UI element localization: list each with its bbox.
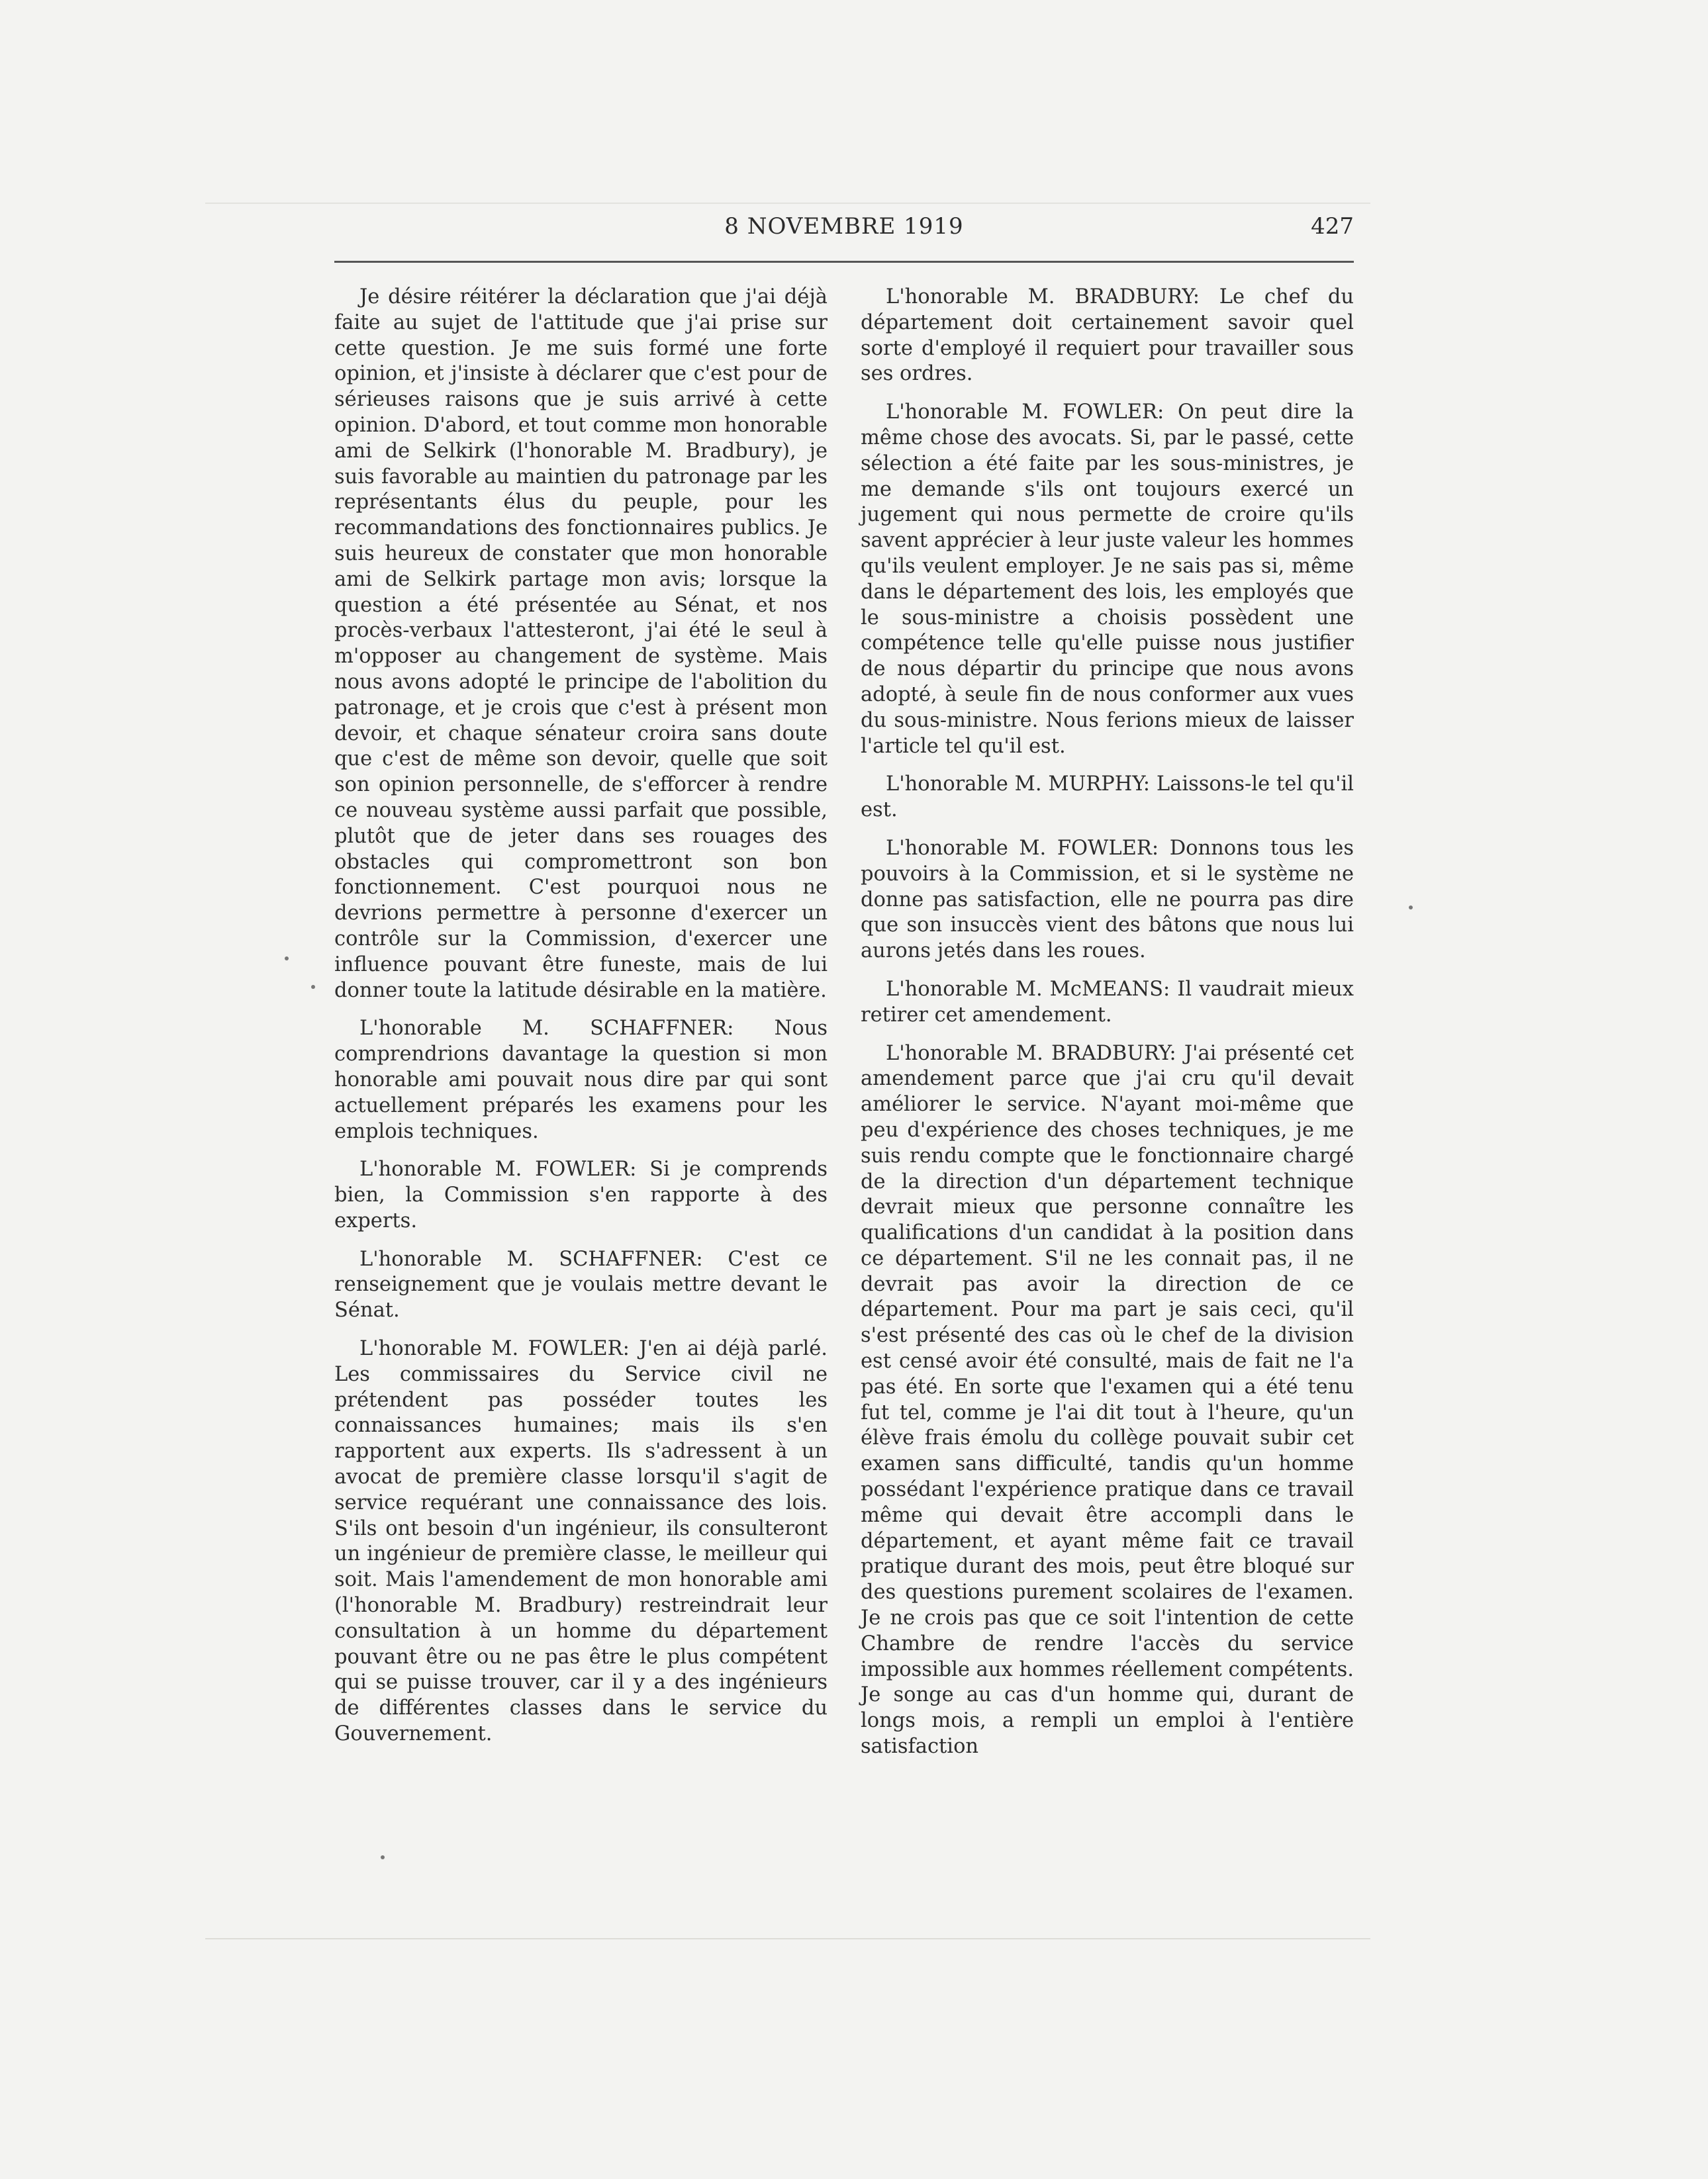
paragraph: L'honorable M. BRADBURY: Le chef du département doit certainement savoir quel sorte d'employé il requiert pour travailler sous ses ordres.	[861, 285, 1354, 386]
paragraph: L'honorable M. FOWLER: Si je comprends bien, la Commission s'en rapporte à des experts.	[334, 1158, 828, 1232]
print-speck	[1409, 905, 1413, 909]
left-column	[334, 285, 828, 1760]
paragraph: L'honorable M. BRADBURY: J'ai présenté cet amendement parce que j'ai cru qu'il devait améliorer le service. N'ayant moi-même que peu d'expérience des choses techniques, je me suis rendu compte que le fonctionnaire chargé de la direction d'un département technique devrait mieux que personne connaître les qualifications d'un candidat à la position dans ce département. S'il ne les connait pas, il ne devrait pas avoir la direction de ce département. Pour ma part je sais ceci, qu'il s'est présenté des cas où le chef de la division est censé avoir été consulté, mais de fait ne l'a pas été. En sorte que l'examen qui a été tenu fut tel, comme je l'ai dit tout à l'heure, qu'un élève frais émolu du collège pouvait subir cet examen sans difficulté, tandis qu'un homme possédant l'expérience pratique dans ce travail même qui devait être accompli dans le département, et ayant même fait ce travail pratique durant des mois, peut être bloqué sur des questions purement scolaires de l'examen. Je ne crois pas que ce soit l'intention de cette Chambre de rendre l'accès du service impossible aux hommes réellement compétents. Je songe au cas d'un homme qui, durant de longs mois, a rempli un emploi à l'entière satisfaction	[861, 1041, 1354, 1759]
page-number: 427	[1311, 213, 1354, 240]
paragraph: L'honorable M. FOWLER: J'en ai déjà parlé. Les commissaires du Service civil ne prétendent pas posséder toutes les connaissances humaines; mais ils s'en rapportent aux experts. Ils s'adressent à un avocat de première classe lorsqu'il s'agit de service requérant une connaissance des lois. S'ils ont besoin d'un ingénieur, ils consulteront un ingénieur de première classe, le meilleur qui soit. Mais l'amendement de mon honorable ami (l'honorable M. Bradbury) restreindrait leur consultation à un homme du département pouvant être ou ne pas être le plus compétent qui se puisse trouver, car il y a des ingénieurs de différentes classes dans le service du Gouvernement.	[334, 1337, 828, 1746]
print-speck	[381, 1855, 385, 1859]
header-rule	[334, 261, 1354, 263]
print-speck	[285, 956, 289, 960]
scan-edge-top	[205, 203, 1370, 204]
header-date: 8 NOVEMBRE 1919	[724, 213, 964, 240]
paragraph: L'honorable M. SCHAFFNER: C'est ce renseignement que je voulais mettre devant le Sénat.	[334, 1247, 828, 1322]
scan-edge-bottom	[205, 1938, 1370, 1939]
page-header	[334, 210, 1354, 250]
paragraph: L'honorable M. MURPHY: Laissons-le tel qu'il est.	[861, 772, 1354, 822]
right-column	[861, 285, 1354, 1773]
print-speck	[311, 985, 315, 989]
paragraph: L'honorable M. FOWLER: On peut dire la même chose des avocats. Si, par le passé, cette sélection a été faite par les sous-ministres, je me demande s'ils ont toujours exercé un jugement qui nous permette de croire qu'ils savent apprécier à leur juste valeur les hommes qu'ils veulent employer. Je ne sais pas si, même dans le département des lois, les employés que le sous-ministre a choisis possèdent une compétence telle qu'elle puisse nous justifier de nous départir du principe que nous avons adopté, à seule fin de nous conformer aux vues du sous-ministre. Nous ferions mieux de laisser l'article tel qu'il est.	[861, 400, 1354, 758]
paragraph: L'honorable M. FOWLER: Donnons tous les pouvoirs à la Commission, et si le système ne donne pas satisfaction, elle ne pourra pas dire que son insuccès vient des bâtons que nous lui aurons jetés dans les roues.	[861, 836, 1354, 963]
paragraph: Je désire réitérer la déclaration que j'ai déjà faite au sujet de l'attitude que j'ai prise sur cette question. Je me suis formé une forte opinion, et j'insiste à déclarer que c'est pour de sérieuses raisons que je suis arrivé à cette opinion. D'abord, et tout comme mon honorable ami de Selkirk (l'honorable M. Bradbury), je suis favorable au maintien du patronage par les représentants élus du peuple, pour les recommandations des fonctionnaires publics. Je suis heureux de constater que mon honorable ami de Selkirk partage mon avis; lorsque la question a été présentée au Sénat, et nos procès-verbaux l'attesteront, j'ai été le seul à m'opposer au changement de système. Mais nous avons adopté le principe de l'abolition du patronage, et je crois que c'est à présent mon devoir, et chaque sénateur croira sans doute que c'est de même son devoir, quelle que soit son opinion personnelle, de s'efforcer à rendre ce nouveau système aussi parfait que possible, plutôt que de jeter dans ses rouages des obstacles qui compromettront son bon fonctionnement. C'est pourquoi nous ne devrions permettre à personne d'exercer un contrôle sur la Commission, d'exercer une influence pouvant être funeste, mais de lui donner toute la latitude désirable en la matière.	[334, 285, 828, 1002]
paragraph: L'honorable M. McMEANS: Il vaudrait mieux retirer cet amendement.	[861, 977, 1354, 1027]
paragraph: L'honorable M. SCHAFFNER: Nous comprendrions davantage la question si mon honorable ami pouvait nous dire par qui sont actuellement préparés les examens pour les emplois techniques.	[334, 1017, 828, 1143]
